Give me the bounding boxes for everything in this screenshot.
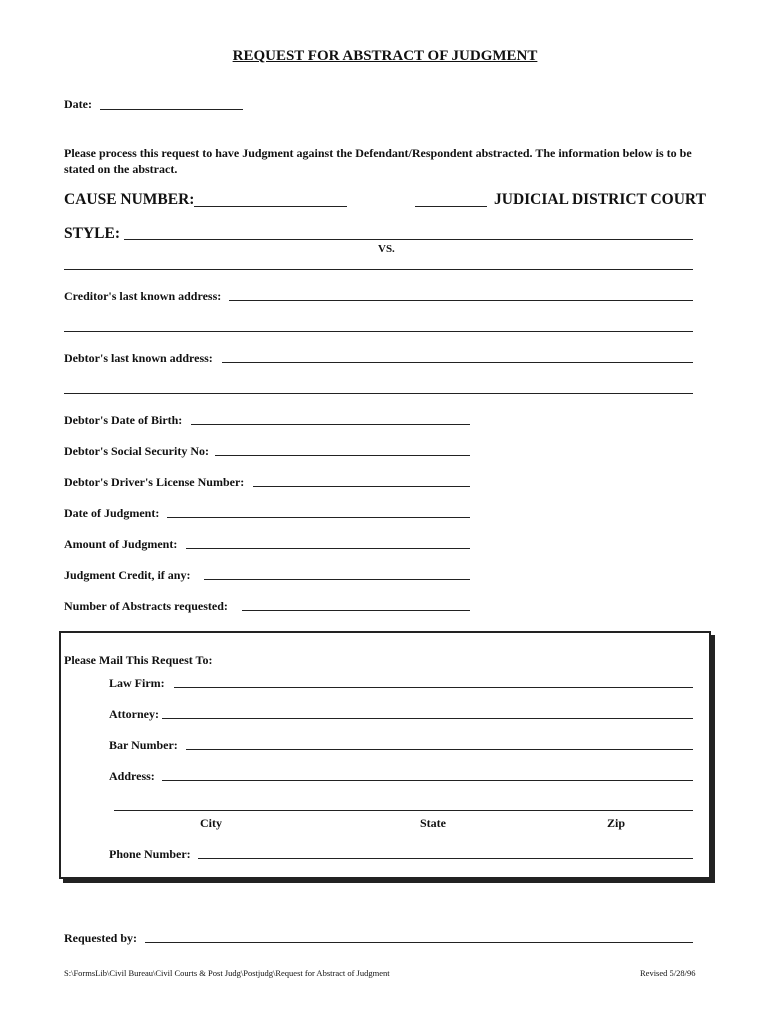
court-label: JUDICIAL DISTRICT COURT	[494, 191, 706, 208]
creditor-address-label: Creditor's last known address:	[64, 289, 222, 303]
debtor-ssn-label: Debtor's Social Security No:	[64, 444, 209, 458]
debtor-dob-label: Debtor's Date of Birth:	[64, 413, 183, 427]
style-label: STYLE:	[64, 225, 120, 242]
cause-number-label: CAUSE NUMBER:	[64, 191, 195, 208]
debtor-address-label: Debtor's last known address:	[64, 351, 213, 365]
date-field[interactable]	[100, 109, 243, 110]
mail-heading: Please Mail This Request To:	[64, 653, 213, 667]
date-label: Date:	[64, 97, 92, 111]
creditor-address-field-2[interactable]	[64, 331, 693, 332]
district-number-field[interactable]	[415, 206, 487, 207]
debtor-license-field[interactable]	[253, 486, 470, 487]
footer-file-path: S:\FormsLib\Civil Bureau\Civil Courts & Post Judg\Postjudg\Request for Abstract of Judgment	[64, 968, 390, 978]
judgment-credit-label: Judgment Credit, if any:	[64, 568, 191, 582]
law-firm-field[interactable]	[174, 687, 693, 688]
judgment-date-field[interactable]	[167, 517, 470, 518]
creditor-address-field[interactable]	[229, 300, 693, 301]
attorney-label: Attorney:	[109, 707, 159, 721]
cause-number-field[interactable]	[194, 206, 347, 207]
footer-revised-date: Revised 5/28/96	[640, 968, 696, 978]
form-title: REQUEST FOR ABSTRACT OF JUDGMENT	[232, 48, 538, 64]
bar-number-label: Bar Number:	[109, 738, 178, 752]
judgment-amount-label: Amount of Judgment:	[64, 537, 178, 551]
address-label: Address:	[109, 769, 155, 783]
city-state-zip-field[interactable]	[114, 810, 693, 811]
debtor-dob-field[interactable]	[191, 424, 470, 425]
judgment-amount-field[interactable]	[186, 548, 470, 549]
address-field[interactable]	[162, 780, 693, 781]
zip-label: Zip	[607, 816, 626, 830]
abstracts-count-field[interactable]	[242, 610, 470, 611]
abstracts-count-label: Number of Abstracts requested:	[64, 599, 228, 613]
requested-by-label: Requested by:	[64, 931, 138, 945]
law-firm-label: Law Firm:	[109, 676, 165, 690]
intro-text: Please process this request to have Judgment against the Defendant/Respondent abstracted. The information below is to be stated on the abstract.	[64, 146, 692, 176]
phone-number-label: Phone Number:	[109, 847, 191, 861]
debtor-address-field[interactable]	[222, 362, 693, 363]
vs-label: VS.	[378, 243, 395, 255]
city-label: City	[200, 816, 222, 830]
state-label: State	[420, 816, 446, 830]
attorney-field[interactable]	[162, 718, 693, 719]
debtor-license-label: Debtor's Driver's License Number:	[64, 475, 245, 489]
mail-request-box	[59, 631, 711, 879]
style-defendant-field[interactable]	[64, 269, 693, 270]
debtor-address-field-2[interactable]	[64, 393, 693, 394]
judgment-date-label: Date of Judgment:	[64, 506, 160, 520]
requested-by-field[interactable]	[145, 942, 693, 943]
phone-number-field[interactable]	[198, 858, 693, 859]
style-plaintiff-field[interactable]	[124, 239, 693, 240]
debtor-ssn-field[interactable]	[215, 455, 470, 456]
bar-number-field[interactable]	[186, 749, 693, 750]
judgment-credit-field[interactable]	[204, 579, 470, 580]
